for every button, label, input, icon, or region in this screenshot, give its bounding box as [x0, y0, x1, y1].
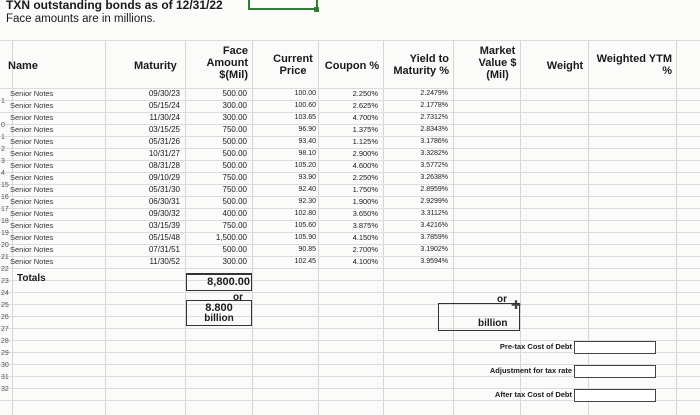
bond-price-cell[interactable]: 100.60 — [294, 102, 316, 109]
row-number[interactable]: 27 — [1, 326, 9, 333]
bond-maturity-cell[interactable]: 08/31/28 — [148, 161, 180, 170]
bond-name-cell[interactable]: Senior Notes — [10, 89, 54, 98]
bond-ytm-cell[interactable]: 2.2479% — [420, 90, 448, 97]
bond-face-cell[interactable]: 750.00 — [222, 125, 247, 134]
or-label-face[interactable]: or — [233, 292, 243, 303]
bond-name-cell[interactable]: Senior Notes — [10, 125, 54, 134]
row-number[interactable]: 31 — [1, 374, 9, 381]
bond-face-cell[interactable]: 500.00 — [222, 197, 247, 206]
or-label-market-value[interactable]: or — [497, 294, 507, 305]
bond-price-cell[interactable]: 93.40 — [298, 138, 316, 145]
bond-maturity-cell[interactable]: 05/15/48 — [148, 233, 180, 242]
bond-maturity-cell[interactable]: 09/30/23 — [148, 89, 180, 98]
header-weighted-ytm[interactable] — [590, 53, 672, 77]
bond-coupon-cell[interactable]: 3.650% — [352, 209, 378, 218]
tax-rate-input[interactable] — [574, 365, 656, 378]
bond-maturity-cell[interactable]: 11/30/24 — [149, 113, 180, 122]
header-wytm-line2: % — [662, 65, 672, 77]
row-number[interactable]: 1 — [1, 134, 5, 141]
pretax-cost-input[interactable] — [574, 341, 656, 354]
bond-ytm-cell[interactable]: 2.1778% — [420, 102, 448, 109]
aftertax-cost-input[interactable] — [574, 389, 656, 402]
row-number[interactable]: 4 — [1, 170, 5, 177]
header-ytm-line2: Maturity % — [393, 65, 449, 77]
bond-price-cell[interactable]: 100.00 — [294, 90, 316, 97]
bond-ytm-cell[interactable]: 3.1786% — [420, 138, 448, 145]
bond-price-cell[interactable]: 96.90 — [298, 126, 316, 133]
bond-name-cell[interactable]: Senior Notes — [10, 113, 54, 122]
bond-price-cell[interactable]: 102.80 — [294, 210, 316, 217]
bond-ytm-cell[interactable]: 3.2638% — [420, 174, 448, 181]
row-number[interactable]: 1 — [1, 98, 5, 105]
bond-coupon-cell[interactable]: 1.900% — [352, 197, 378, 206]
market-value-billion-label[interactable]: billion — [478, 318, 508, 329]
header-price-line2: Price — [279, 65, 307, 77]
bond-name-cell[interactable]: Senior Notes — [10, 173, 54, 182]
row-number[interactable]: 22 — [1, 266, 9, 273]
fill-handle[interactable] — [314, 7, 319, 12]
header-ytm-line1: Yield to — [409, 53, 449, 65]
bond-maturity-cell[interactable]: 09/30/32 — [148, 209, 180, 218]
bond-maturity-cell[interactable]: 05/31/30 — [148, 185, 180, 194]
row-number[interactable]: 30 — [1, 362, 9, 369]
header-ytm[interactable] — [386, 53, 449, 77]
bond-ytm-cell[interactable]: 2.8343% — [420, 126, 448, 133]
bond-name-cell[interactable]: Senior Notes — [10, 137, 54, 146]
row-number[interactable]: 16 — [1, 194, 9, 201]
bond-coupon-cell[interactable]: 2.250% — [352, 173, 378, 182]
bond-coupon-cell[interactable]: 2.900% — [352, 149, 378, 158]
bond-maturity-cell[interactable]: 06/30/31 — [148, 197, 180, 206]
row-number[interactable]: 28 — [1, 338, 9, 345]
row-number[interactable]: 18 — [1, 218, 9, 225]
row-number[interactable]: 19 — [1, 230, 9, 237]
face-billion-label[interactable]: billion — [204, 313, 234, 324]
bond-name-cell[interactable]: Senior Notes — [10, 233, 54, 242]
bond-maturity-cell[interactable]: 07/31/51 — [148, 245, 180, 254]
bond-coupon-cell[interactable]: 4.100% — [352, 257, 378, 266]
bond-name-cell[interactable]: Senior Notes — [10, 221, 54, 230]
bond-face-cell[interactable]: 300.00 — [222, 257, 247, 266]
header-name[interactable]: Name — [8, 60, 38, 72]
bond-name-cell[interactable]: Senior Notes — [10, 257, 54, 266]
row-number[interactable]: 25 — [1, 302, 9, 309]
bond-ytm-cell[interactable]: 3.4216% — [420, 222, 448, 229]
bond-ytm-cell[interactable]: 3.3112% — [420, 210, 448, 217]
bond-name-cell[interactable]: Senior Notes — [10, 245, 54, 254]
bond-coupon-cell[interactable]: 1.750% — [352, 185, 378, 194]
bond-maturity-cell[interactable]: 09/10/29 — [148, 173, 180, 182]
active-cell-selection[interactable] — [248, 0, 318, 10]
bond-price-cell[interactable]: 105.90 — [294, 234, 316, 241]
bond-coupon-cell[interactable]: 2.700% — [352, 245, 378, 254]
bond-face-cell[interactable]: 750.00 — [222, 185, 247, 194]
bond-face-cell[interactable]: 750.00 — [222, 221, 247, 230]
bond-face-cell[interactable]: 500.00 — [222, 149, 247, 158]
row-number[interactable]: 17 — [1, 206, 9, 213]
bond-face-cell[interactable]: 500.00 — [222, 161, 247, 170]
row-number[interactable]: 0 — [1, 122, 5, 129]
pretax-cost-label[interactable]: Pre-tax Cost of Debt — [499, 342, 572, 351]
header-coupon[interactable]: Coupon % — [324, 60, 380, 72]
bond-maturity-cell[interactable]: 05/31/26 — [148, 137, 180, 146]
bond-face-cell[interactable]: 500.00 — [222, 137, 247, 146]
bond-ytm-cell[interactable]: 3.5772% — [420, 162, 448, 169]
bond-ytm-cell[interactable]: 2.8959% — [420, 186, 448, 193]
bond-name-cell[interactable]: Senior Notes — [10, 197, 54, 206]
bond-coupon-cell[interactable]: 4.600% — [352, 161, 378, 170]
sheet-subtitle[interactable]: Face amounts are in millions. — [6, 13, 156, 25]
bond-name-cell[interactable]: Senior Notes — [10, 161, 54, 170]
header-mv-line1: Market — [479, 45, 516, 57]
bond-price-cell[interactable]: 90.85 — [298, 246, 316, 253]
row-number[interactable]: 15 — [1, 182, 9, 189]
row-number[interactable]: 21 — [1, 254, 9, 261]
bond-ytm-cell[interactable]: 3.7859% — [420, 234, 448, 241]
row-number[interactable]: 32 — [1, 386, 9, 393]
bond-maturity-cell[interactable]: 03/15/39 — [148, 221, 180, 230]
bond-coupon-cell[interactable]: 2.250% — [352, 89, 378, 98]
cell-cursor-icon: ✚ — [511, 298, 522, 312]
bond-ytm-cell[interactable]: 3.9594% — [420, 258, 448, 265]
header-face-line1: Face — [222, 45, 248, 57]
header-mv-line3: (Mil) — [486, 69, 509, 81]
header-face-line3: $(Mil) — [219, 69, 248, 81]
bond-price-cell[interactable]: 102.45 — [294, 258, 316, 265]
bond-price-cell[interactable]: 103.65 — [294, 114, 316, 121]
bond-coupon-cell[interactable]: 4.150% — [352, 233, 378, 242]
face-billion-value[interactable]: 8.800 — [205, 302, 233, 314]
row-number[interactable]: 29 — [1, 350, 9, 357]
bond-maturity-cell[interactable]: 11/30/52 — [149, 257, 180, 266]
header-market-value[interactable] — [470, 45, 525, 81]
header-wytm-line1: Weighted YTM — [596, 53, 672, 65]
bond-price-cell[interactable]: 93.90 — [298, 174, 316, 181]
row-number[interactable]: 24 — [1, 290, 9, 297]
face-total-cell[interactable]: 8,800.00 — [207, 276, 250, 288]
bond-face-cell[interactable]: 1,500.00 — [215, 233, 247, 242]
bond-name-cell[interactable]: Senior Notes — [10, 101, 54, 110]
bond-ytm-cell[interactable]: 2.7312% — [420, 114, 448, 121]
bond-coupon-cell[interactable]: 1.125% — [352, 137, 378, 146]
aftertax-cost-label[interactable]: After tax Cost of Debt — [494, 390, 572, 399]
row-number[interactable]: 23 — [1, 278, 9, 285]
sheet-title[interactable]: TXN outstanding bonds as of 12/31/22 — [6, 0, 223, 12]
bond-price-cell[interactable]: 92.40 — [298, 186, 316, 193]
bond-ytm-cell[interactable]: 2.9299% — [420, 198, 448, 205]
row-number[interactable]: 26 — [1, 314, 9, 321]
header-current-price[interactable] — [268, 53, 318, 77]
bond-ytm-cell[interactable]: 3.3282% — [420, 150, 448, 157]
bond-maturity-cell[interactable]: 10/31/27 — [148, 149, 180, 158]
bond-face-cell[interactable]: 300.00 — [222, 101, 247, 110]
bond-face-cell[interactable]: 750.00 — [222, 173, 247, 182]
bond-name-cell[interactable]: Senior Notes — [10, 209, 54, 218]
header-face[interactable] — [200, 45, 248, 81]
bond-price-cell[interactable]: 105.60 — [294, 222, 316, 229]
bond-price-cell[interactable]: 98.10 — [298, 150, 316, 157]
bond-face-cell[interactable]: 500.00 — [222, 89, 247, 98]
bond-face-cell[interactable]: 300.00 — [222, 113, 247, 122]
tax-rate-label[interactable]: Adjustment for tax rate — [489, 366, 572, 375]
bond-maturity-cell[interactable]: 03/15/25 — [148, 125, 180, 134]
totals-label[interactable]: Totals — [17, 273, 46, 284]
row-number[interactable]: 20 — [1, 242, 9, 249]
header-maturity[interactable]: Maturity — [134, 60, 177, 72]
row-number[interactable]: 2 — [1, 146, 5, 153]
header-face-line2: Amount — [206, 57, 248, 69]
bond-price-cell[interactable]: 105.20 — [294, 162, 316, 169]
bond-name-cell[interactable]: Senior Notes — [10, 185, 54, 194]
bond-name-cell[interactable]: Senior Notes — [10, 149, 54, 158]
header-mv-line2: Value $ — [478, 57, 517, 69]
bond-coupon-cell[interactable]: 3.875% — [352, 221, 378, 230]
bond-coupon-cell[interactable]: 2.625% — [352, 101, 378, 110]
bond-coupon-cell[interactable]: 4.700% — [352, 113, 378, 122]
bond-price-cell[interactable]: 92.30 — [298, 198, 316, 205]
bond-ytm-cell[interactable]: 3.1902% — [420, 246, 448, 253]
header-price-line1: Current — [273, 53, 313, 65]
bond-face-cell[interactable]: 500.00 — [222, 245, 247, 254]
bond-maturity-cell[interactable]: 05/15/24 — [148, 101, 180, 110]
header-weight[interactable]: Weight — [546, 60, 584, 72]
row-number[interactable]: 3 — [1, 158, 5, 165]
bond-coupon-cell[interactable]: 1.375% — [352, 125, 378, 134]
bond-face-cell[interactable]: 400.00 — [222, 209, 247, 218]
